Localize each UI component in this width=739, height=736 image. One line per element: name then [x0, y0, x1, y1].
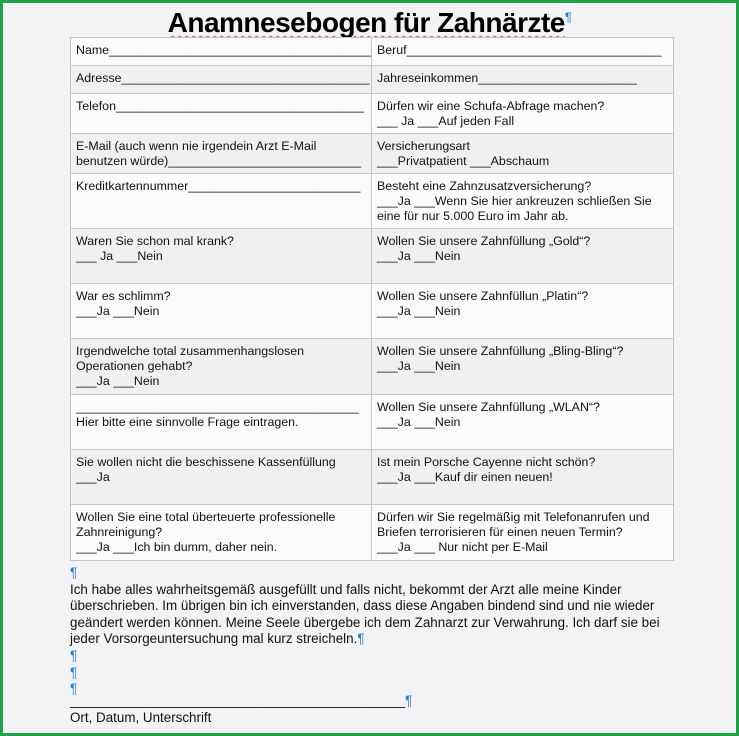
- table-row: [71, 505, 674, 561]
- empty-paragraph: ¶: [70, 565, 78, 580]
- form-field-left[interactable]: War es schlimm? ___Ja ___Nein: [71, 284, 372, 339]
- empty-paragraph: ¶: [70, 681, 78, 697]
- form-field-right[interactable]: Beruf_____________________________________: [372, 38, 674, 66]
- form-field-left[interactable]: Wollen Sie eine total überteuerte professionelle Zahnreinigung? ___Ja ___Ich bin dumm, daher nein.: [71, 505, 372, 561]
- table-row: [71, 94, 674, 134]
- form-field-right[interactable]: Dürfen wir eine Schufa-Abfrage machen? ___ Ja ___Auf jeden Fall: [372, 94, 674, 134]
- form-field-right[interactable]: Dürfen wir Sie regelmäßig mit Telefonanrufen und Briefen terrorisieren für einen neuen Termin? ___Ja ___ Nur nicht per E-Mail: [372, 505, 674, 561]
- form-field-left[interactable]: Name______________________________________: [71, 38, 372, 66]
- signature-underline: _____________________________________________: [70, 693, 406, 708]
- form-field-left[interactable]: Irgendwelche total zusammenhangslosen Operationen gehabt? ___Ja ___Nein: [71, 339, 372, 395]
- table-row: [71, 339, 674, 395]
- form-field-right[interactable]: Besteht eine Zahnzusatzversicherung? ___Ja ___Wenn Sie hier ankreuzen schließen Sie eine für nur 5.000 Euro im Jahr ab.: [372, 174, 674, 229]
- table-row: [71, 66, 674, 94]
- form-field-left[interactable]: Kreditkartennummer_________________________: [71, 174, 372, 229]
- signature-line: [70, 693, 412, 708]
- table-row: [71, 395, 674, 450]
- form-field-right[interactable]: Wollen Sie unsere Zahnfüllung „WLAN“? ___Ja ___Nein: [372, 395, 674, 450]
- signature-caption: Ort, Datum, Unterschrift: [70, 710, 212, 725]
- form-field-right[interactable]: Wollen Sie unsere Zahnfüllung „Bling-Bling“? ___Ja ___Nein: [372, 339, 674, 395]
- pilcrow-mark: ¶: [405, 693, 413, 708]
- form-field-right[interactable]: Wollen Sie unsere Zahnfüllung „Gold“? ___Ja ___Nein: [372, 229, 674, 284]
- table-row: [71, 174, 674, 229]
- form-field-left[interactable]: Adresse____________________________________: [71, 66, 372, 94]
- title-text: Anamnesebogen für Zahnärzte: [167, 7, 565, 38]
- empty-paragraph: ¶: [70, 647, 78, 663]
- form-field-right[interactable]: Jahreseinkommen_______________________: [372, 66, 674, 94]
- table-row: [71, 134, 674, 174]
- pilcrow-mark: ¶: [564, 9, 572, 25]
- form-field-right[interactable]: Versicherungsart ___Privatpatient ___Abschaum: [372, 134, 674, 174]
- declaration-paragraph: [70, 582, 678, 648]
- table-row: [71, 229, 674, 284]
- form-field-left[interactable]: _________________________________________ Hier bitte eine sinnvolle Frage eintragen.: [71, 395, 372, 450]
- declaration-text: Ich habe alles wahrheitsgemäß ausgefüllt und falls nicht, bekommt der Arzt alle meine Kinder überschrieben. Im übrigen bin ich einverstanden, dass diese Angaben bindend sind und nie wieder geändert werden können. Meine Seele übergebe ich dem Zahnarzt zur Verwahrung. Ich darf sie bei jeder Vorsorgeuntersuchung mal kurz streicheln.: [70, 581, 660, 647]
- form-field-left[interactable]: Waren Sie schon mal krank? ___ Ja ___Nein: [71, 229, 372, 284]
- table-row: [71, 38, 674, 66]
- questionnaire-table: [70, 37, 674, 561]
- table-row: [71, 284, 674, 339]
- form-field-right[interactable]: Wollen Sie unsere Zahnfüllun „Platin“? ___Ja ___Nein: [372, 284, 674, 339]
- form-field-left[interactable]: Telefon____________________________________: [71, 94, 372, 134]
- form-field-left[interactable]: Sie wollen nicht die beschissene Kassenfüllung ___Ja: [71, 450, 372, 505]
- table-row: [71, 450, 674, 505]
- declaration-block: [70, 565, 678, 698]
- form-field-left[interactable]: E-Mail (auch wenn nie irgendein Arzt E-Mail benutzen würde)____________________________: [71, 134, 372, 174]
- empty-paragraph: ¶: [70, 664, 78, 680]
- page-title: [3, 7, 736, 39]
- form-field-right[interactable]: Ist mein Porsche Cayenne nicht schön? ___Ja ___Kauf dir einen neuen!: [372, 450, 674, 505]
- pilcrow-mark: ¶: [357, 631, 365, 647]
